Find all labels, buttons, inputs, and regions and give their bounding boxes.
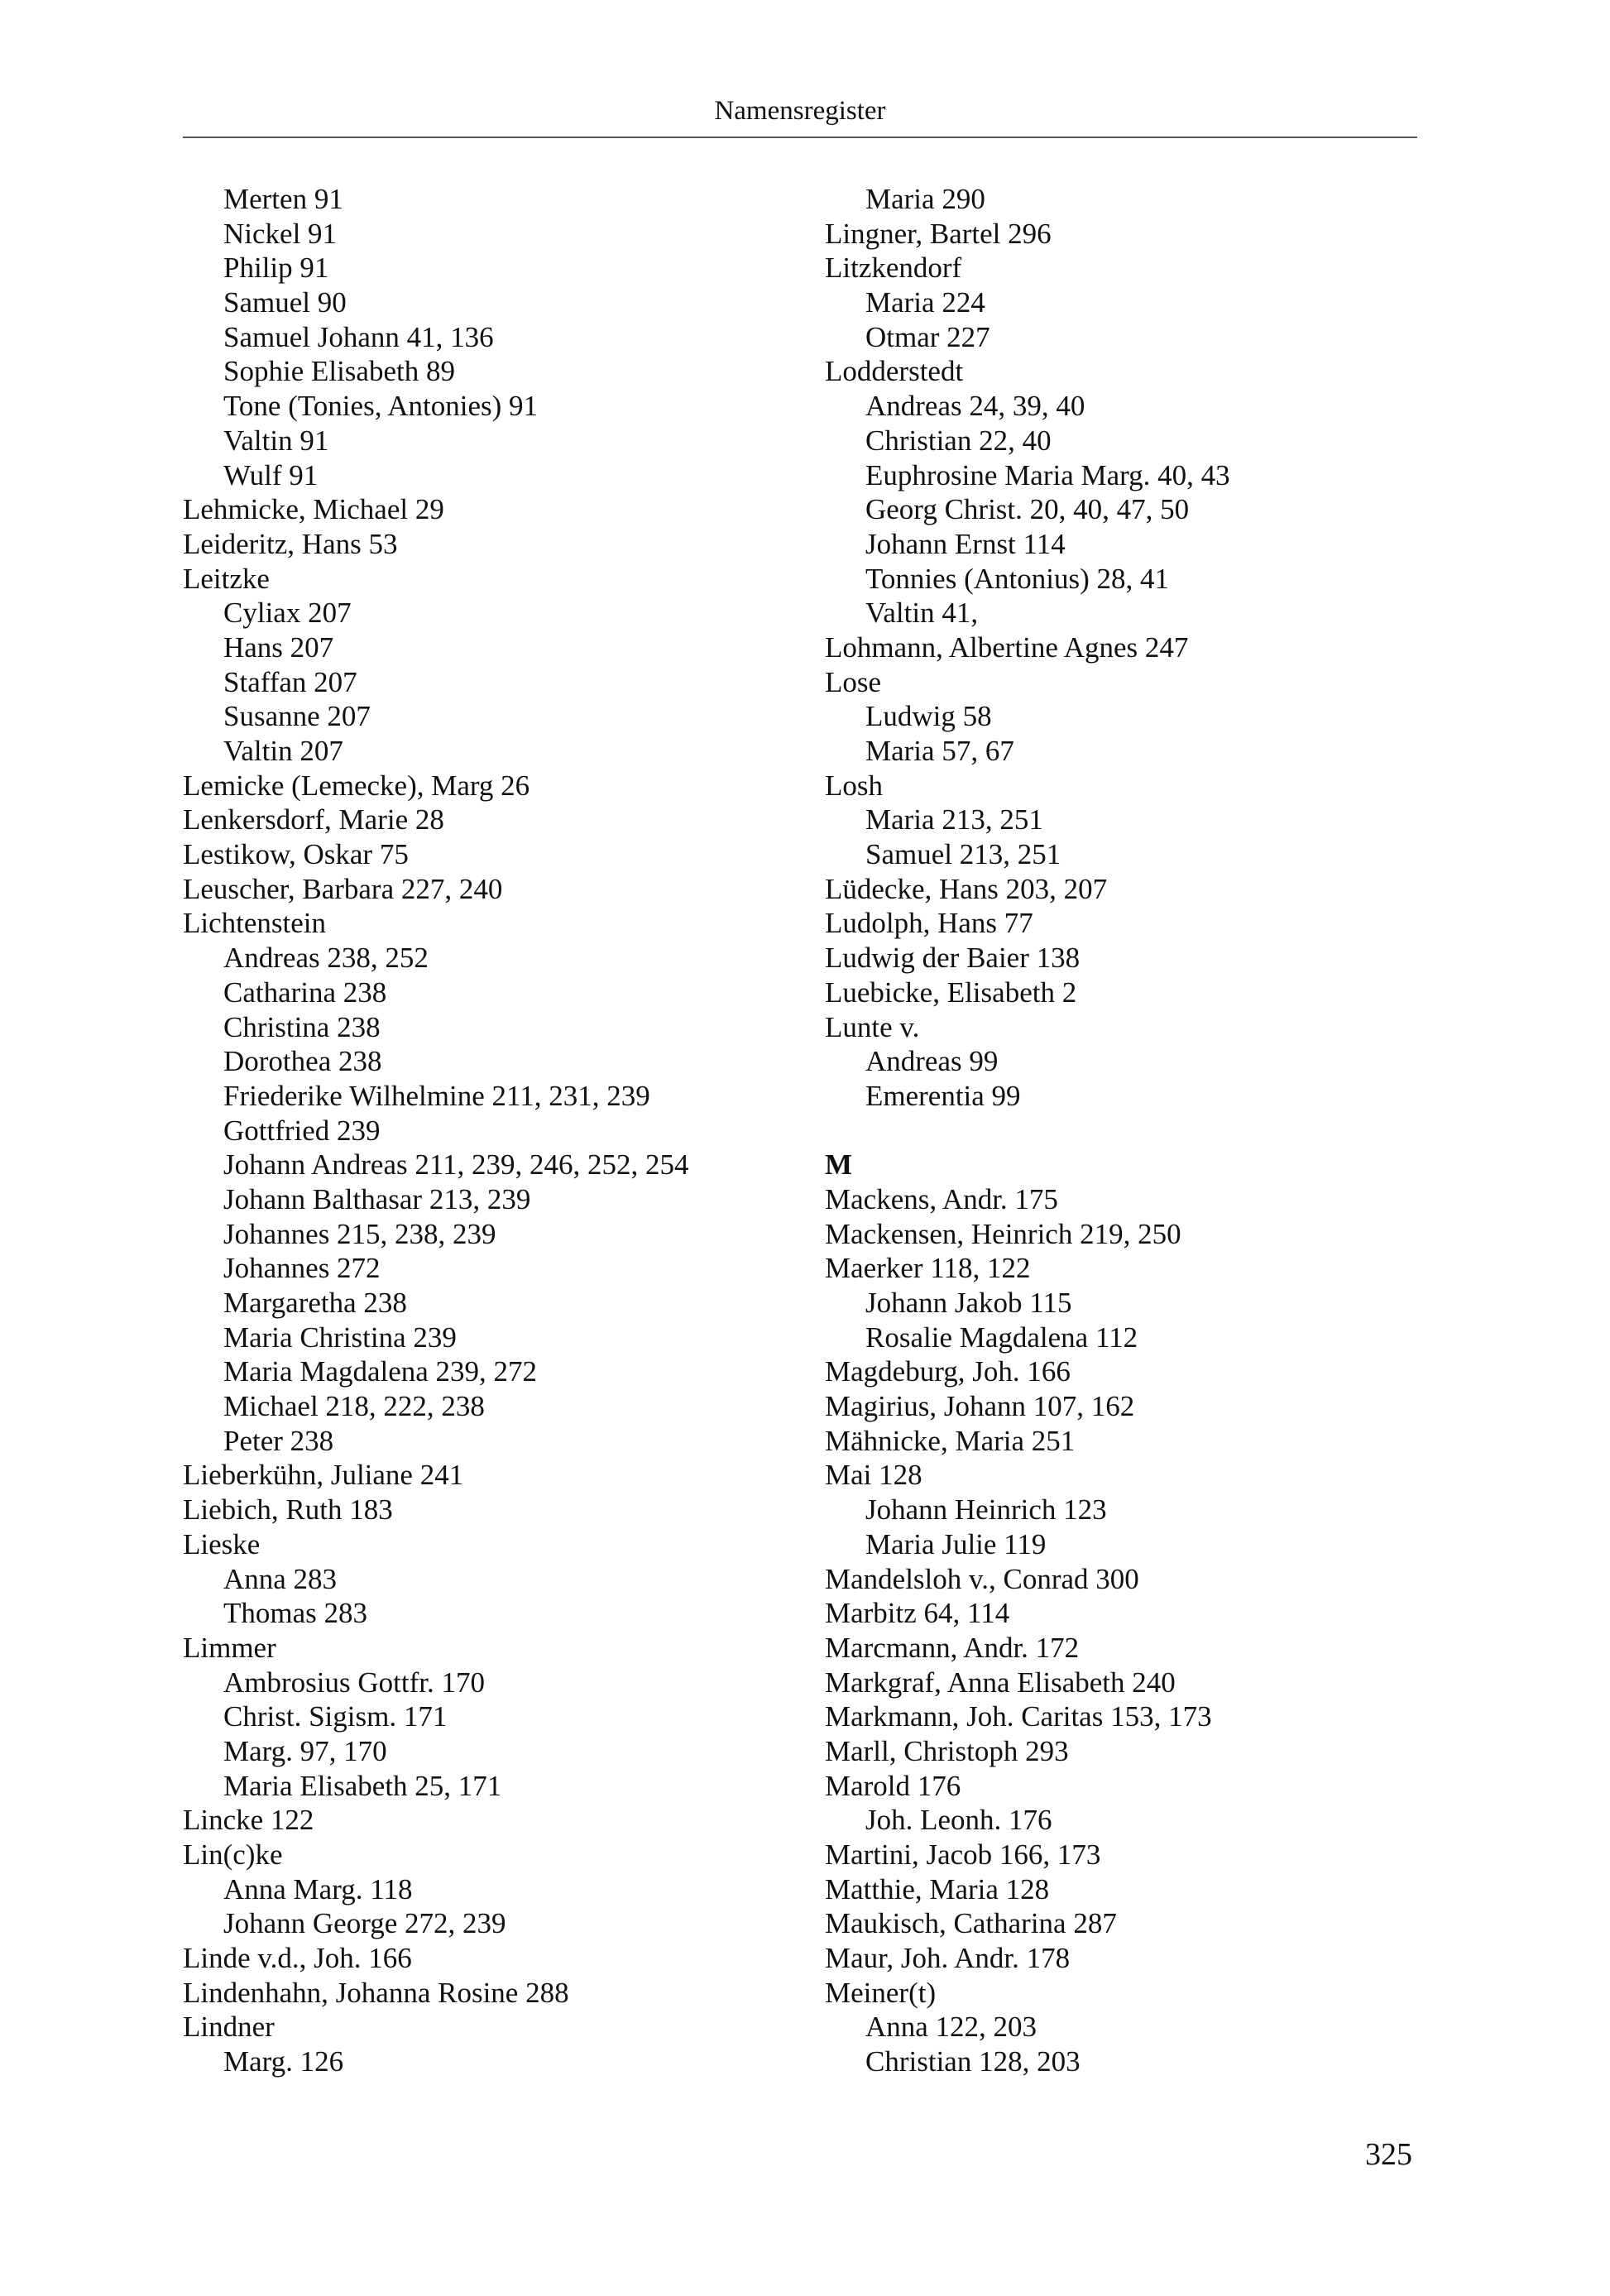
index-subentry: Maria 290 (865, 183, 985, 215)
index-column-right (825, 182, 1437, 2079)
index-entry: Liebich, Ruth 183 (183, 1493, 393, 1527)
index-subentry: Christian 22, 40 (865, 424, 1052, 457)
index-subentry: Margaretha 238 (223, 1287, 407, 1319)
index-subentry: Valtin 207 (223, 735, 343, 767)
index-entry: Lieberkühn, Juliane 241 (183, 1459, 464, 1492)
index-entry: Meiner(t) (825, 1976, 937, 2009)
index-subentry: Michael 218, 222, 238 (223, 1390, 485, 1423)
index-subentry: Valtin 41, (865, 597, 979, 630)
index-subentry: Johann Jakob 115 (865, 1287, 1072, 1319)
index-entry: Marbitz 64, 114 (825, 1597, 1010, 1630)
index-subentry: Andreas 99 (865, 1045, 999, 1078)
index-subentry: Maria Christina 239 (223, 1321, 457, 1354)
index-entry: Leitzke (183, 562, 270, 595)
index-entry: Lingner, Bartel 296 (825, 217, 1052, 250)
index-entry: Lieske (183, 1527, 261, 1560)
index-subentry: Christ. Sigism. 171 (223, 1700, 448, 1733)
index-subentry: Tone (Tonies, Antonies) 91 (223, 390, 539, 423)
index-entry: Maur, Joh. Andr. 178 (825, 1942, 1071, 1975)
index-subentry: Andreas 238, 252 (223, 942, 429, 975)
index-entry: Mackensen, Heinrich 219, 250 (825, 1217, 1181, 1250)
index-subentry: Ambrosius Gottfr. 170 (223, 1666, 485, 1699)
index-subentry: Christina 238 (223, 1010, 381, 1043)
index-subentry: Sophie Elisabeth 89 (223, 355, 455, 388)
index-entry: Limmer (183, 1631, 276, 1664)
index-subentry: Marg. 126 (223, 2045, 344, 2078)
index-subentry: Johann Ernst 114 (865, 527, 1066, 560)
index-subentry: Philip 91 (223, 252, 329, 285)
index-subentry: Friederike Wilhelmine 211, 231, 239 (223, 1079, 650, 1112)
index-subentry: Johannes 272 (223, 1252, 381, 1285)
index-subentry: Hans 207 (223, 630, 334, 664)
index-subentry: Johann Balthasar 213, 239 (223, 1182, 531, 1215)
index-subentry: Maria Julie 119 (865, 1527, 1047, 1560)
section-letter: M (825, 1148, 853, 1182)
index-subentry: Anna 122, 203 (865, 2011, 1037, 2044)
page-number: 325 (1365, 2137, 1412, 2172)
index-entry: Marll, Christoph 293 (825, 1734, 1069, 1767)
index-entry: Lehmicke, Michael 29 (183, 493, 444, 526)
index-subentry: Staffan 207 (223, 665, 357, 698)
running-header: Namensregister (714, 96, 886, 126)
index-subentry: Thomas 283 (223, 1597, 368, 1630)
index-entry: Lüdecke, Hans 203, 207 (825, 872, 1108, 905)
index-subentry: Anna Marg. 118 (223, 1872, 413, 1905)
header-rule (183, 137, 1417, 138)
index-subentry: Otmar 227 (865, 320, 990, 353)
index-subentry: Wulf 91 (223, 458, 319, 491)
index-entry: Mähnicke, Maria 251 (825, 1424, 1076, 1457)
index-entry: Martini, Jacob 166, 173 (825, 1838, 1101, 1871)
index-subentry: Johann Andreas 211, 239, 246, 252, 254 (223, 1148, 689, 1182)
index-subentry: Gottfried 239 (223, 1114, 381, 1147)
index-entry: Markmann, Joh. Caritas 153, 173 (825, 1700, 1212, 1733)
index-entry: Maukisch, Catharina 287 (825, 1907, 1117, 1940)
index-subentry: Marg. 97, 170 (223, 1734, 387, 1767)
index-entry: Lestikow, Oskar 75 (183, 838, 409, 871)
index-subentry: Rosalie Magdalena 112 (865, 1321, 1138, 1354)
index-entry: Leideritz, Hans 53 (183, 527, 398, 560)
index-entry: Mandelsloh v., Conrad 300 (825, 1562, 1139, 1595)
index-entry: Markgraf, Anna Elisabeth 240 (825, 1666, 1176, 1699)
index-subentry: Samuel 213, 251 (865, 838, 1061, 871)
index-subentry: Ludwig 58 (865, 700, 992, 733)
index-subentry: Emerentia 99 (865, 1079, 1021, 1112)
blank-line (825, 1114, 1437, 1148)
index-subentry: Maria Magdalena 239, 272 (223, 1355, 538, 1388)
index-subentry: Johann George 272, 239 (223, 1907, 506, 1940)
index-entry: Lose (825, 665, 882, 698)
index-entry: Lincke 122 (183, 1804, 314, 1837)
index-subentry: Georg Christ. 20, 40, 47, 50 (865, 493, 1190, 526)
index-subentry: Anna 283 (223, 1562, 338, 1595)
index-subentry: Merten 91 (223, 183, 343, 215)
index-entry: Lodderstedt (825, 355, 964, 388)
index-column-left (183, 182, 795, 2079)
index-subentry: Joh. Leonh. 176 (865, 1804, 1052, 1837)
index-subentry: Tonnies (Antonius) 28, 41 (865, 562, 1169, 595)
index-entry: Mackens, Andr. 175 (825, 1182, 1058, 1215)
index-entry: Matthie, Maria 128 (825, 1872, 1050, 1905)
index-entry: Marold 176 (825, 1769, 961, 1802)
index-entry: Leuscher, Barbara 227, 240 (183, 872, 503, 905)
index-subentry: Maria 57, 67 (865, 735, 1014, 767)
index-subentry: Johann Heinrich 123 (865, 1493, 1107, 1527)
index-subentry: Johannes 215, 238, 239 (223, 1217, 496, 1250)
index-entry: Litzkendorf (825, 252, 962, 285)
index-entry: Losh (825, 769, 883, 802)
index-subentry: Dorothea 238 (223, 1045, 382, 1078)
index-subentry: Euphrosine Maria Marg. 40, 43 (865, 458, 1230, 491)
index-entry: Magirius, Johann 107, 162 (825, 1390, 1135, 1423)
index-subentry: Samuel Johann 41, 136 (223, 320, 494, 353)
index-entry: Maerker 118, 122 (825, 1252, 1031, 1285)
index-subentry: Maria 224 (865, 286, 985, 319)
index-entry: Marcmann, Andr. 172 (825, 1631, 1080, 1664)
index-subentry: Cyliax 207 (223, 597, 352, 630)
index-entry: Luebicke, Elisabeth 2 (825, 975, 1077, 1009)
index-subentry: Christian 128, 203 (865, 2045, 1081, 2078)
index-entry: Lunte v. (825, 1010, 920, 1043)
index-entry: Lindner (183, 2011, 275, 2044)
index-entry: Ludolph, Hans 77 (825, 907, 1033, 940)
index-entry: Lin(c)ke (183, 1838, 283, 1871)
index-entry: Lenkersdorf, Marie 28 (183, 803, 444, 836)
index-entry: Magdeburg, Joh. 166 (825, 1355, 1071, 1388)
index-entry: Linde v.d., Joh. 166 (183, 1942, 412, 1975)
index-subentry: Peter 238 (223, 1424, 334, 1457)
index-subentry: Maria Elisabeth 25, 171 (223, 1769, 502, 1802)
index-entry: Mai 128 (825, 1459, 922, 1492)
index-subentry: Valtin 91 (223, 424, 329, 457)
index-subentry: Nickel 91 (223, 217, 338, 250)
index-entry: Lindenhahn, Johanna Rosine 288 (183, 1976, 569, 2009)
index-entry: Lemicke (Lemecke), Marg 26 (183, 769, 530, 802)
index-subentry: Andreas 24, 39, 40 (865, 390, 1085, 423)
index-subentry: Maria 213, 251 (865, 803, 1043, 836)
index-entry: Lohmann, Albertine Agnes 247 (825, 630, 1189, 664)
index-subentry: Samuel 90 (223, 286, 347, 319)
index-subentry: Catharina 238 (223, 975, 387, 1009)
index-subentry: Susanne 207 (223, 700, 371, 733)
index-entry: Lichtenstein (183, 907, 327, 940)
index-entry: Ludwig der Baier 138 (825, 942, 1081, 975)
